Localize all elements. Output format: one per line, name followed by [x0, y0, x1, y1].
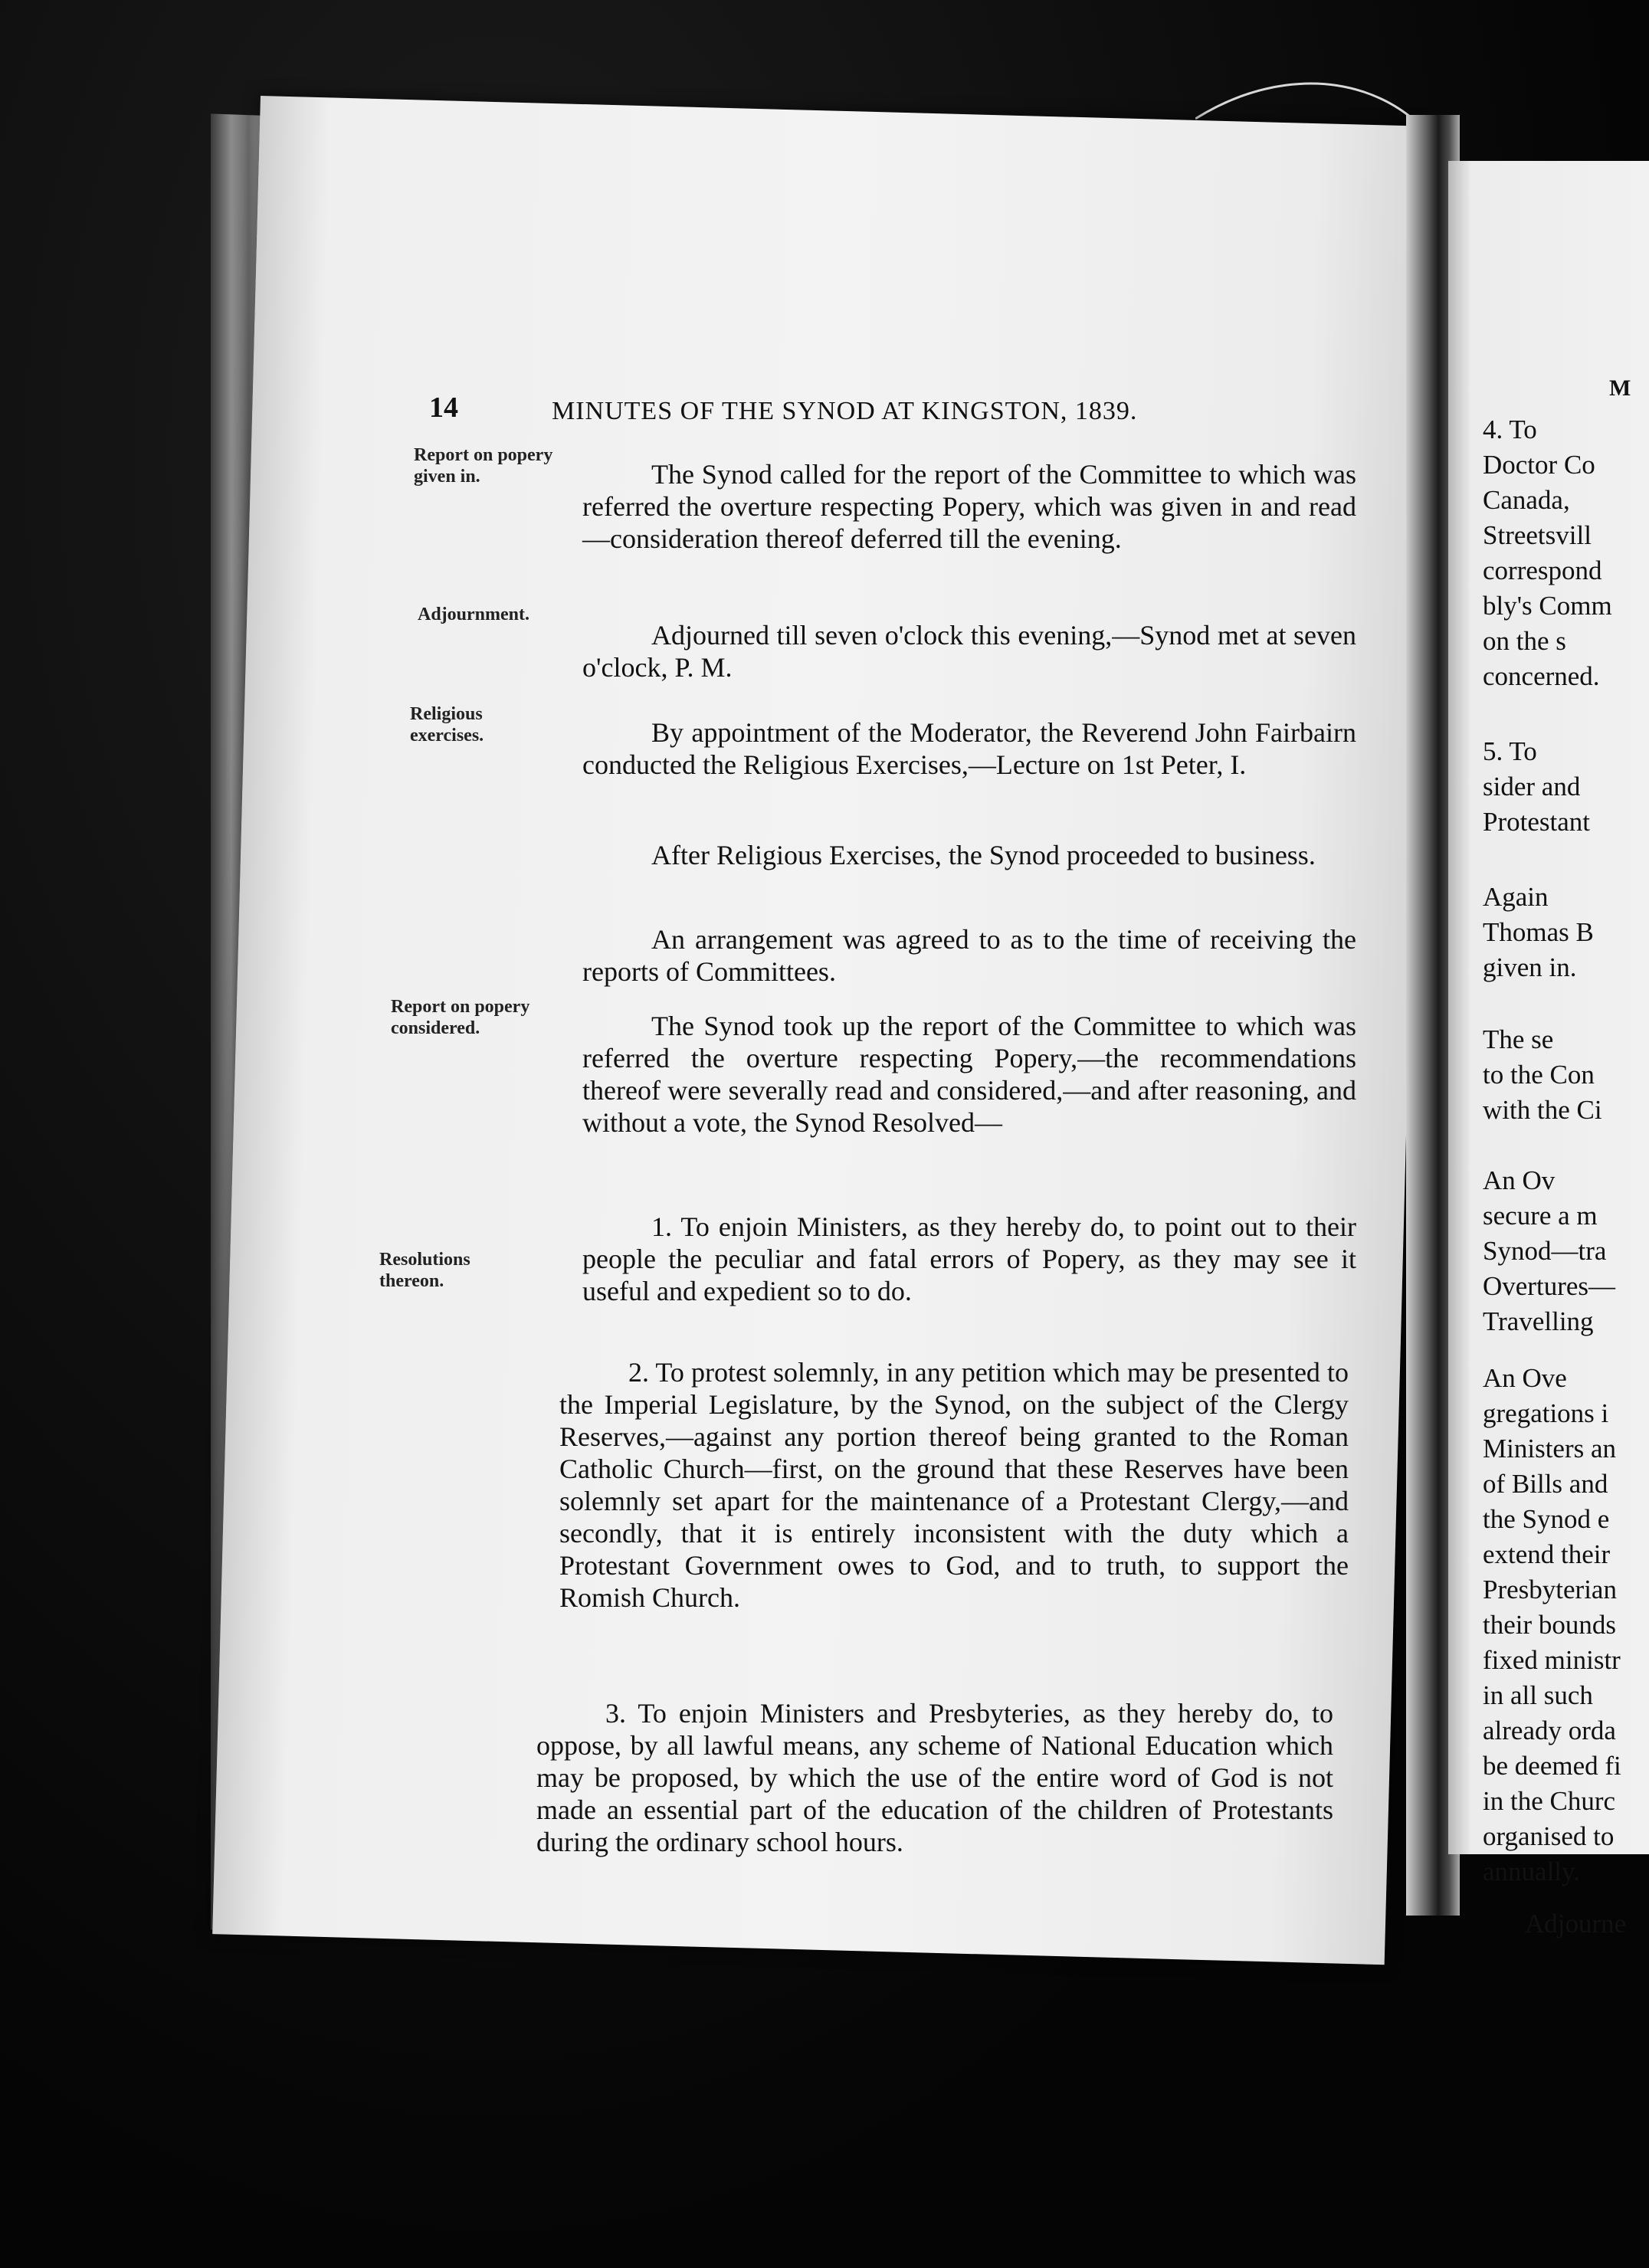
right-line: 5. To: [1483, 736, 1537, 766]
right-line: on the s: [1483, 626, 1566, 656]
right-line: given in.: [1483, 952, 1577, 982]
right-line: Overtures—: [1483, 1271, 1616, 1301]
right-line: Presbyterian: [1483, 1575, 1617, 1604]
right-line: annually.: [1483, 1857, 1580, 1886]
right-line: Synod—tra: [1483, 1236, 1607, 1266]
paragraph-report-considered: The Synod took up the report of the Committee to which was referred the overture respecting Popery,—the recommendations thereof were severally read and considered,—and after reasoning, and without a vote, the Synod Resolved—: [582, 1011, 1356, 1138]
sidenote-resolutions: Resolutions thereon.: [379, 1250, 470, 1291]
resolution-1: 1. To enjoin Ministers, as they hereby do, to point out to their people the peculiar and fatal errors of Popery, as they may see it useful and expedient so to do.: [582, 1211, 1356, 1306]
right-line: their bounds: [1483, 1610, 1617, 1640]
right-line: in the Churc: [1483, 1786, 1616, 1816]
right-line: An Ov: [1483, 1165, 1556, 1195]
right-line: extend their: [1483, 1539, 1611, 1569]
page-number: 14: [429, 392, 458, 424]
right-line: 4. To: [1483, 415, 1537, 444]
paragraph-business: After Religious Exercises, the Synod proceeded to business.: [651, 840, 1316, 870]
sidenote-adjournment: Adjournment.: [418, 605, 530, 624]
paragraph-adjournment: Adjourned till seven o'clock this evening,—Synod met at seven o'clock, P. M.: [582, 620, 1356, 683]
right-line: in all such: [1483, 1680, 1593, 1710]
right-line: be deemed fi: [1483, 1751, 1621, 1781]
right-line: fixed ministr: [1483, 1645, 1621, 1675]
right-line: to the Con: [1483, 1060, 1595, 1090]
paragraph-report-given: The Synod called for the report of the Committee to which was referred the overture respecting Popery, which was given in and read—consideration thereof deferred till the evening.: [582, 459, 1356, 554]
right-line: Streetsvill: [1483, 520, 1592, 550]
right-line: An Ove: [1483, 1363, 1567, 1393]
paragraph-arrangement: An arrangement was agreed to as to the time of receiving the reports of Committees.: [582, 924, 1356, 987]
sidenote-report-given: Report on popery given in.: [414, 445, 553, 487]
right-line: Canada,: [1483, 485, 1570, 515]
right-line: secure a m: [1483, 1201, 1598, 1231]
right-line: Thomas B: [1483, 917, 1594, 947]
right-line: Again: [1483, 882, 1549, 912]
running-title: MINUTES OF THE SYNOD AT KINGSTON, 1839.: [552, 397, 1138, 425]
right-line: correspond: [1483, 556, 1602, 585]
right-line: Doctor Co: [1483, 450, 1595, 480]
right-line: Travelling: [1483, 1306, 1594, 1336]
right-line: sider and: [1483, 772, 1581, 801]
resolution-2: 2. To protest solemnly, in any petition which may be presented to the Imperial Legislature, by the Synod, on the subject of the Clergy Reserves,—against any portion thereof being granted to the Roman Catholic Church—first, on the ground that these Reserves have been solemnly set apart for the maintenance of a Protestant Clergy,—and secondly, that it is entirely inconsistent with the duty which a Protestant Government owes to God, and to truth, to support the Romish Church.: [559, 1357, 1349, 1613]
right-line: concerned.: [1483, 661, 1600, 691]
right-line: Protestant: [1483, 807, 1590, 837]
sidenote-report-considered: Report on popery considered.: [391, 997, 530, 1038]
right-line: the Synod e: [1483, 1504, 1610, 1534]
right-line: of Bills and: [1483, 1469, 1608, 1499]
paragraph-religious-exercises: By appointment of the Moderator, the Reverend John Fairbairn conducted the Religious Exercises,—Lecture on 1st Peter, I.: [582, 717, 1356, 780]
right-line: Ministers an: [1483, 1434, 1617, 1463]
right-page-header: M: [1609, 375, 1631, 401]
right-line: organised to: [1483, 1821, 1615, 1851]
right-line: bly's Comm: [1483, 591, 1612, 621]
right-line: with the Ci: [1483, 1095, 1602, 1125]
right-line: Adjourne: [1525, 1909, 1627, 1939]
right-line: already orda: [1483, 1716, 1616, 1745]
right-line: gregations i: [1483, 1398, 1609, 1428]
page-header: [429, 391, 1364, 444]
resolution-3: 3. To enjoin Ministers and Presbyteries, as they hereby do, to oppose, by all lawful means, any scheme of National Education which may be proposed, by which the use of the entire word of God is not made an essential part of the education of the children of Protestants during the ordinary school hours.: [536, 1698, 1333, 1857]
sidenote-religious-exercises: Religious exercises.: [410, 704, 484, 746]
right-line: The se: [1483, 1024, 1554, 1054]
